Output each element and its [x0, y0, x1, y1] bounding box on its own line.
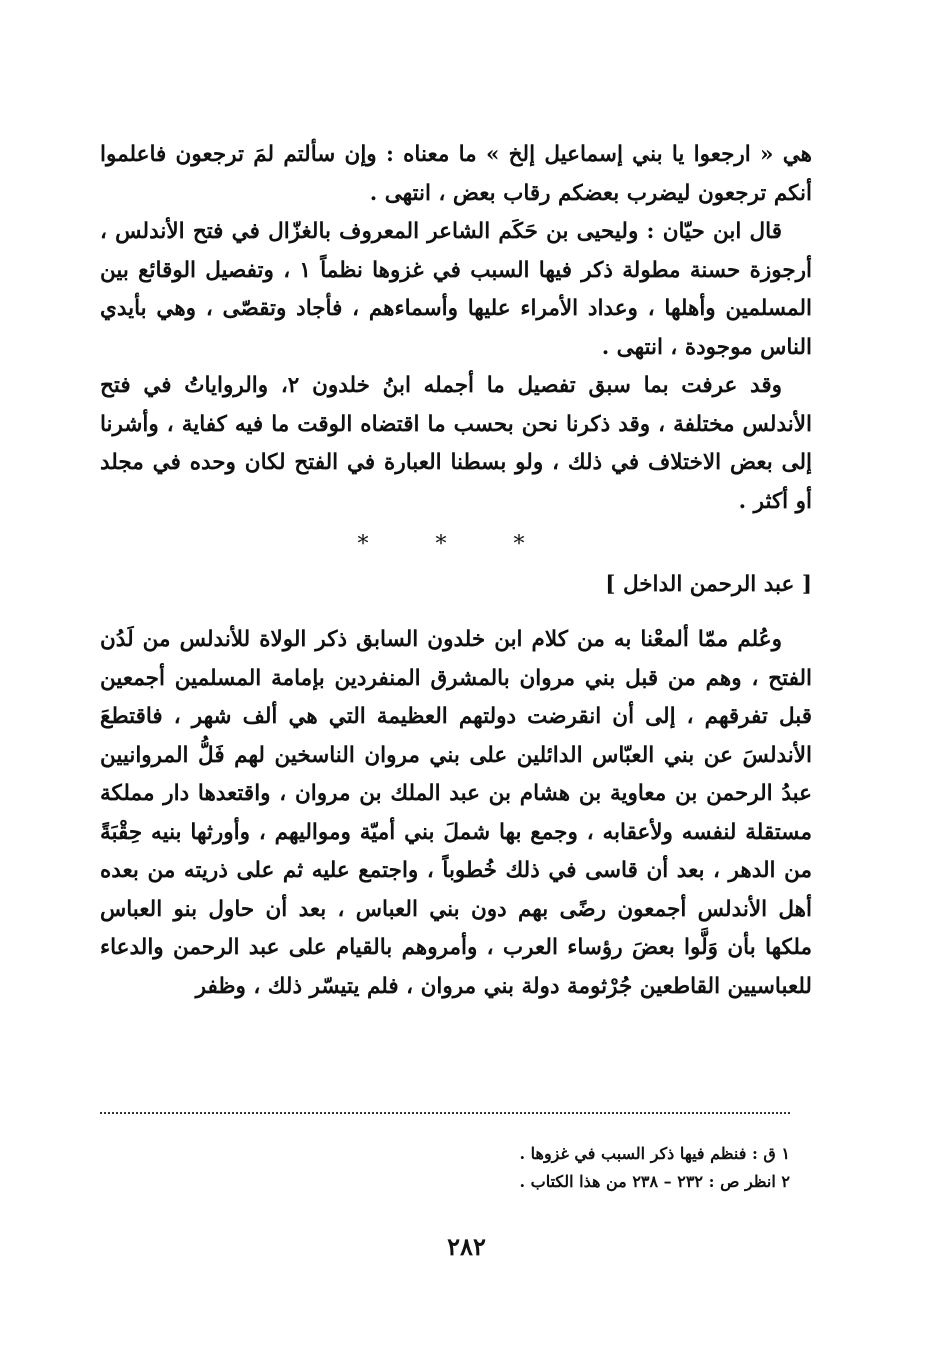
section-separator: * * * — [357, 532, 555, 557]
paragraph-1: هي « ارجعوا يا بني إسماعيل إلخ » ما معناه : وإن سألتم لمَ ترجعون فاعلموا أنكم ترجعون ليضرب بعضكم رقاب بعض ، انتهى . — [100, 142, 812, 206]
footnote-2: ٢ انظر ص : ٢٣٢ – ٢٣٨ من هذا الكتاب . — [519, 1172, 790, 1191]
page-number: ٢٨٢ — [447, 1232, 486, 1261]
page-body — [100, 136, 812, 1006]
footnotes — [100, 1140, 790, 1196]
footnote-divider — [100, 1112, 790, 1114]
footnote-1: ١ ق : فنظم فيها ذكر السبب في غزوها . — [519, 1144, 790, 1163]
paragraph-3: وقد عرفت بما سبق تفصيل ما أجمله ابنُ خلدون ٢، والرواياتُ في فتح الأندلس مختلفة ، وقد ذكرنا نحن بحسب ما اقتضاه الوقت ما فيه كفاية ، وأشرنا إلى بعض الاختلاف في ذلك ، ولو بسطنا العبارة في الفتح لكان وحده في مجلد أو أكثر . — [100, 373, 812, 514]
section-paragraph: وعُلم ممّا ألمعْنا به من كلام ابن خلدون السابق ذكر الولاة للأندلس من لَدُن الفتح ، وهم من قبل بني مروان بالمشرق المنفردين بإمامة المسلمين أجمعين قبل تفرقهم ، إلى أن انقرضت دولتهم العظيمة التي هي ألف شهر ، فاقتطعَ الأندلسَ عن بني العبّاس الدائلين على بني مروان الناسخين لهم فَلُّ المروانيين عبدُ الرحمن بن معاوية بن هشام بن عبد الملك بن مروان ، واقتعدها دار مملكة مستقلة لنفسه ولأعقابه ، وجمع بها شملَ بني أميّة ومواليهم ، وأورثها بنيه حِقْبَةً من الدهر ، بعد أن قاسى في ذلك خُطوباً ، واجتمع عليه ثم على ذريته من بعده أهل الأندلس أجمعون رضًى بهم دون بني العباس ، بعد أن حاول بنو العباس ملكها بأن وَلَّوا بعضَ رؤساء العرب ، وأمروهم بالقيام على عبد الرحمن والدعاء للعباسيين القاطعين جُرْثومة دولة بني مروان ، فلم يتيسّر ذلك ، وظفر — [100, 627, 812, 999]
paragraph-2: قال ابن حيّان : وليحيى بن حَكَم الشاعر المعروف بالغزّال في فتح الأندلس ، أرجوزة حسنة مطولة ذكر فيها السبب في غزوها نظماً ١ ، وتفصيل الوقائع بين المسلمين وأهلها ، وعداد الأمراء عليها وأسماءهم ، فأجاد وتقصّى ، وهي بأيدي الناس موجودة ، انتهى . — [100, 219, 813, 360]
section-heading: [ عبد الرحمن الداخل ] — [605, 572, 812, 597]
